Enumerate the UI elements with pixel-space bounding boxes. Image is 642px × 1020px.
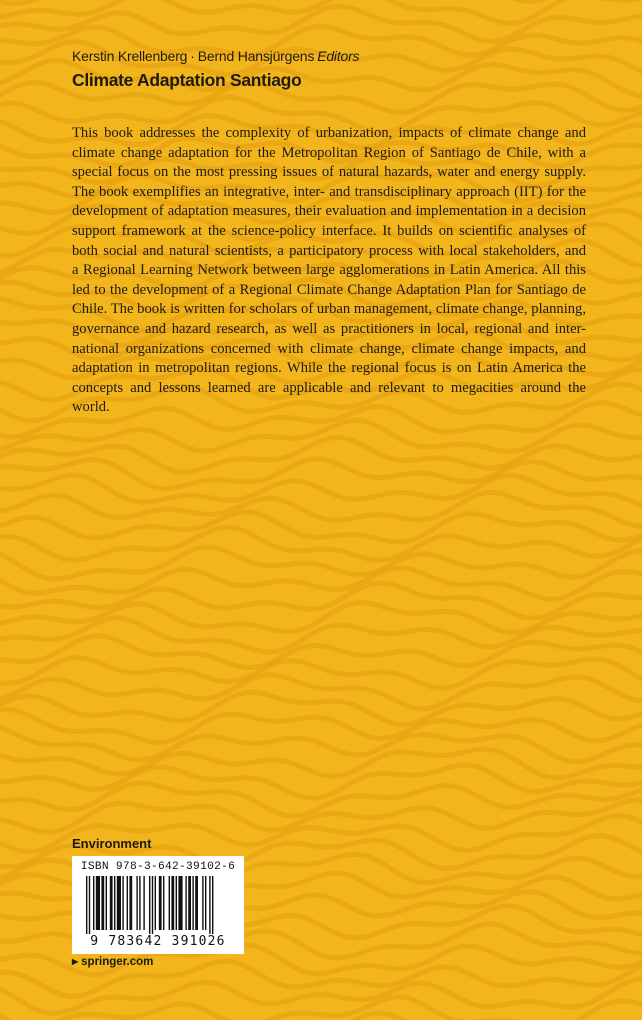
barcode-bar: [117, 876, 121, 930]
wave-line: [0, 438, 642, 473]
isbn-label: ISBN 978-3-642-39102-6: [80, 861, 236, 873]
barcode-bar: [159, 876, 162, 930]
barcode-bar: [101, 876, 104, 930]
barcode-bar: [129, 876, 132, 930]
barcode-bar: [110, 876, 113, 930]
barcode-bar: [149, 876, 150, 934]
barcode-bar: [89, 876, 90, 934]
barcode-bar: [171, 876, 174, 930]
publisher-url: springer.com: [81, 956, 154, 968]
triangle-right-icon: ▶: [72, 957, 79, 966]
barcode-bar: [169, 876, 170, 930]
description-line: led to the development of a Regional Climate Change Adaptation Plan for Santiago de: [72, 281, 586, 298]
description-line: adaptation in metropolitan regions. While the regional focus is on Latin America the: [72, 360, 586, 377]
barcode-bar: [86, 876, 87, 934]
barcode-bar: [212, 876, 213, 934]
editors-role: Editors: [317, 48, 360, 64]
barcode-bar: [127, 876, 128, 930]
description-line: national organizations concerned with climate change, climate change impacts, and: [72, 340, 586, 357]
barcode-bar: [152, 876, 153, 934]
description-line: support framework at the science-policy interface. It builds on scientific analyses of: [72, 222, 586, 239]
barcode-bar: [106, 876, 107, 930]
barcode-bar: [209, 876, 210, 934]
barcode-bar: [188, 876, 191, 930]
description-line: special focus on the most pressing issues of natural hazards, water and energy supply.: [72, 164, 586, 181]
wave-line: [0, 527, 642, 560]
description-line: The book exemplifies an integrative, inter- and transdisciplinary approach (IIT) for the: [72, 183, 586, 200]
description-line: climate change adaptation for the Metropolitan Region of Santiago de Chile, with a: [72, 144, 586, 161]
barcode-bar: [195, 876, 198, 930]
barcode-bar: [202, 876, 203, 930]
description-line: concepts and lessons learned are applicable and relevant to megacities around the world.: [72, 379, 586, 416]
wave-line: [0, 547, 642, 579]
editor-separator: ·: [190, 48, 195, 64]
barcode-bar: [143, 876, 144, 930]
isbn-barcode-box: [72, 856, 244, 954]
barcode-bar: [96, 876, 100, 930]
description-line: Chile. The book is written for scholars of urban management, climate change, planning,: [72, 301, 586, 318]
barcode-bar: [93, 876, 94, 930]
publisher-link[interactable]: [72, 956, 153, 968]
barcode-bar: [185, 876, 186, 930]
barcode-bar: [192, 876, 193, 930]
barcode-bar: [136, 876, 137, 930]
barcode-bar: [205, 876, 206, 930]
description-line: development of adaptation measures, their evaluation and implementation in a decision: [72, 203, 586, 220]
description-line: both social and natural scientists, a participatory process with local stakeholders, and: [72, 242, 586, 259]
editor-name: Kerstin Krellenberg: [72, 48, 188, 64]
editors-line: [72, 48, 359, 64]
barcode-bar: [155, 876, 156, 930]
barcode-bar: [163, 876, 164, 930]
barcode-digits: 9 783642 391026: [90, 934, 226, 949]
description-line: governance and hazard research, as well as practitioners in local, regional and inter-: [72, 320, 586, 337]
description-line: This book addresses the complexity of urbanization, impacts of climate change and: [72, 125, 586, 141]
barcode-bar: [176, 876, 177, 930]
barcode-bar: [122, 876, 123, 930]
barcode-bar: [139, 876, 140, 930]
barcode-bar: [178, 876, 182, 930]
subject-category: Environment: [72, 836, 152, 851]
editor-name: Bernd Hansjürgens: [197, 48, 315, 64]
description-line: a Regional Learning Network between large agglomerations in Latin America. All this: [72, 262, 586, 279]
wave-line: [0, 475, 642, 507]
book-description: [72, 124, 586, 418]
barcode-bar: [114, 876, 115, 930]
book-title: Climate Adaptation Santiago: [72, 70, 302, 90]
barcode-bars: [86, 876, 230, 934]
